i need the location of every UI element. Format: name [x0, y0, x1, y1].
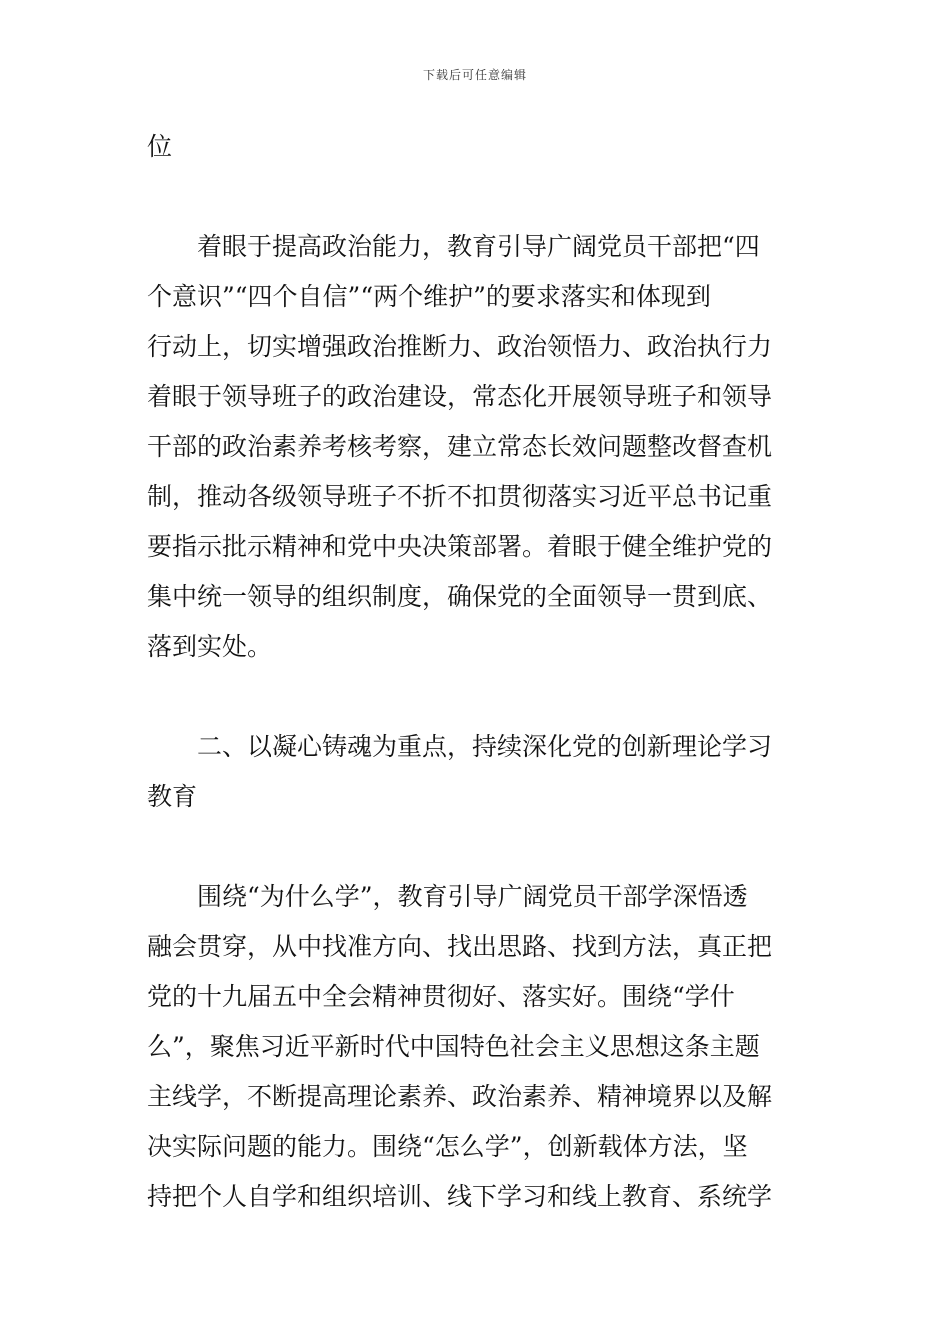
text-line: 党的十九届五中全会精神贯彻好、落实好。围绕“学什: [147, 982, 735, 1011]
text-line: 位: [147, 132, 173, 161]
text-line: 持把个人自学和组织培训、线下学习和线上教育、系统学: [147, 1182, 773, 1211]
text-line: 着眼于领导班子的政治建设，常态化开展领导班子和领导: [147, 382, 773, 411]
text-line: 行动上，切实增强政治推断力、政治领悟力、政治执行力: [147, 332, 773, 361]
text-line: 二、以凝心铸魂为重点，持续深化党的创新理论学习: [197, 732, 773, 761]
page-header: 下载后可任意编辑: [422, 68, 527, 82]
paragraph-gap: [147, 822, 807, 872]
text-line: 融会贯穿，从中找准方向、找出思路、找到方法，真正把: [147, 932, 773, 961]
text-line: 落到实处。: [147, 632, 273, 661]
text-line: 制，推动各级领导班子不折不扣贯彻落实习近平总书记重: [147, 482, 773, 511]
text-line: 着眼于提高政治能力，教育引导广阔党员干部把“四: [197, 232, 760, 261]
text-line: 个意识”“四个自信”“两个维护”的要求落实和体现到: [147, 282, 711, 311]
document-body: [147, 122, 807, 1222]
paragraph-gap: [147, 672, 807, 722]
text-line: 主线学，不断提高理论素养、政治素养、精神境界以及解: [147, 1082, 773, 1111]
text-line: 集中统一领导的组织制度，确保党的全面领导一贯到底、: [147, 582, 773, 611]
text-line: 么”，聚焦习近平新时代中国特色社会主义思想这条主题: [147, 1032, 760, 1061]
text-line: 决实际问题的能力。围绕“怎么学”，创新载体方法，坚: [147, 1132, 748, 1161]
text-line: 干部的政治素养考核考察，建立常态长效问题整改督查机: [147, 432, 773, 461]
text-line: 教育: [147, 782, 198, 811]
text-line: 围绕“为什么学”，教育引导广阔党员干部学深悟透: [197, 882, 748, 911]
text-line: 要指示批示精神和党中央决策部署。着眼于健全维护党的: [147, 532, 773, 561]
paragraph-gap: [147, 172, 807, 222]
